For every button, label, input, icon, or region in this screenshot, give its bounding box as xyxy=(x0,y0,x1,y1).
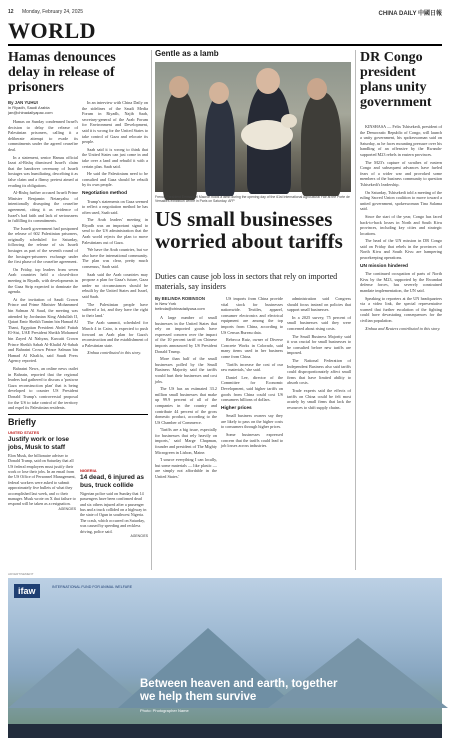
photo-caption: French President Emmanuel Macron holds a lamb during the opening day of the 61st International Agricultural Fair at the Porte de Versailles exhibition centre in Paris on Saturday. AFP xyxy=(155,195,350,204)
publication-brand: CHINA DAILY 中國日報 xyxy=(378,11,442,17)
main-paragraph: A large number of small businesses in the United States that rely on imported goods have expressed concern over the impact of the 10 percent tariff on Chinese imports announced by US President Donald Trump. xyxy=(155,315,217,354)
main-paragraph: 'Tariffs are a big issue, especially for businesses that rely heavily on imports,' said Marge Chapman, founder and president of The Mighty Microgreen in Lisbon, Maine. xyxy=(155,427,217,455)
ad-footer-strip xyxy=(8,724,442,738)
hamas-headline[interactable]: Hamas denounces delay in release of prisoners xyxy=(8,50,116,95)
drc-paragraph: The continued occupation of parts of North Kivu by the M23, supported by the Rwandan defense forces, has severely constrained mandate implementation, the UN said. xyxy=(360,271,442,294)
drc-paragraph: The M23's capture of swathes of eastern Congo and subsequent advances have fueled fears of a wider war and provoked some members of the business community to question Tshisekedi's leadership. xyxy=(360,159,442,187)
brief-item[interactable] xyxy=(80,468,148,570)
brief-source: AGENCIES xyxy=(58,506,76,511)
drc-headline[interactable]: DR Congo president plans unity government xyxy=(360,50,432,110)
section-title: WORLD xyxy=(8,18,97,43)
hamas-paragraph: On Friday, top leaders from seven Arab countries held a closed-door meeting in Riyadh, with developments in the Gaza Strip expected to dominate the agenda. xyxy=(8,266,78,295)
hamas-paragraph: The Arab summit, scheduled for March 4 in Cairo, is expected to push forward an Arab plan for Gaza's reconstruction and the establishment of a Palestinian state. xyxy=(82,320,148,348)
brief-kicker: NIGERIA xyxy=(80,468,97,473)
photo-label: Gentle as a lamb xyxy=(155,49,219,58)
hamas-byline-name: By JAN YUHUI xyxy=(8,100,38,105)
drc-paragraph: KINSHASA — Felix Tshisekedi, president of the Democratic Republic of Congo, will launch a unity government, his spokeswoman said on Saturday, as he faces mounting pressure over his handling of an offensive by the Rwanda-supported M23 rebels in eastern provinces. xyxy=(360,124,442,157)
main-paragraph: More than half of the small businesses polled by the Small Business Majority said the tariffs would hurt their businesses and cost jobs. xyxy=(155,356,217,384)
main-paragraph: 'I source everything I can locally, but some materials — like plastic — are simply not affordable in the United States.' xyxy=(155,457,217,480)
main-col-3 xyxy=(287,296,351,568)
hamas-paragraph: The Israeli government had postponed the release of 602 Palestinian prisoners, originally scheduled for Saturday, following the release of six Israeli hostages as part of the seventh round of the hostages-prisoners exchange under the first phase of the ceasefire agreement. xyxy=(8,225,78,265)
hamas-paragraph: Hamas on Sunday condemned Israel's decision to delay the release of Palestinian prisoners, calling it a deliberate attempt to evade its commitments under the agreed ceasefire deal. xyxy=(8,119,78,152)
drc-subhead: UN mission hindered xyxy=(360,263,408,269)
hamas-paragraph: 'We have the Arab countries, but we also have the international community. The plan was clear, pretty much consensus,' Saab said. xyxy=(82,247,148,270)
ad-photo-credit: Photo: Photographer Name xyxy=(140,708,189,713)
main-paragraph: 'Tariffs increase the cost of our raw materials,' she said. xyxy=(221,361,283,373)
hamas-col-2 xyxy=(82,100,148,405)
main-paragraph: The Small Business Majority said it was crucial for small businesses to be consulted before new tariffs are imposed. xyxy=(287,333,351,356)
drc-column xyxy=(360,124,442,568)
drc-paragraph: The head of the UN mission in DR Congo said on Friday that rebels in the provinces of North Kivu and South Kivu are hampering peacekeeping operations. xyxy=(360,238,442,261)
main-byline xyxy=(155,296,217,311)
drc-credit: Xinhua and Reuters contributed to this story. xyxy=(365,325,441,331)
brief-text: Nigerian police said on Sunday that 14 passengers have been confirmed dead and six others injured after a passenger bus and a truck collided on a highway in the state of Ogun in southwest Nigeria. The crash, which occurred on Saturday, was caused by speeding and reckless driving, police said. xyxy=(80,490,147,534)
main-paragraph: Daniel Lee, director of the Committee for Economic Development, said higher tariffs on goods from China could cost US consumers billions of dollars. xyxy=(221,374,283,403)
main-byline-detail: in New York xyxy=(155,301,177,306)
main-headline[interactable]: US small businesses worried about tariffs xyxy=(155,207,343,253)
section-rule xyxy=(8,44,442,46)
hamas-subhead: Negotiation method xyxy=(82,190,128,196)
main-col-2 xyxy=(221,296,283,568)
main-paragraph: In a 2025 survey, 75 percent of small businesses said they were concerned about rising costs. xyxy=(287,314,351,331)
hamas-paragraph: The Arab leaders' meeting in Riyadh was an important signal to send to the US administration that the Arab world rejects the plan to move Palestinians out of Gaza. xyxy=(82,217,148,245)
main-byline-name: By BELINDA ROBINSON xyxy=(155,296,205,301)
person-head xyxy=(307,78,327,100)
hamas-paragraph: In an interview with China Daily on the sidelines of the Saudi Media Forum in Riyadh, Najib Saab, secretary-general of the Arab Forum for Environment and Development, said it is wrong for the United States to take control of Gaza and relocate its people. xyxy=(82,100,148,145)
issue-date: Monday, February 24, 2025 xyxy=(22,9,84,15)
advertisement[interactable] xyxy=(8,578,442,738)
column-divider xyxy=(151,50,152,570)
main-paragraph: The National Federation of Independent Business also said tariffs could disproportionately affect small firms that have limited ability to absorb costs. xyxy=(287,357,351,386)
main-paragraph: Trade experts said the effects of tariffs on China could be felt most acutely by small firms that lack the resources to shift supply chains. xyxy=(287,387,351,410)
brief-headline[interactable]: Justify work or lose jobs, Musk to staff xyxy=(8,436,70,451)
hamas-credit: Xinhua contributed to this story. xyxy=(87,350,142,356)
president-head xyxy=(256,68,280,94)
main-byline-email[interactable]: belinda@chinadailyusa.com xyxy=(155,306,205,311)
hamas-byline xyxy=(8,100,78,115)
person-head xyxy=(209,82,229,104)
hamas-paragraph: Bahraini News, an online news outlet in Bahrain, reported that the regional leaders had gathered to discuss a 'postwar Gaza reconstruction plan' that is being developed to counter US President Donald Trump's controversial proposal for the US to take control of the territory and expel its Palestinian residents. xyxy=(8,365,78,411)
hamas-paragraph: At the invitation of Saudi Crown Prince and Prime Minister Mohammed bin Salman Al Saud, the meeting was attended by Jordanian King Abdullah II, Qatari Emir Sheikh Tamim bin Hamad Al Thani, Egyptian President Abdel Fattah El-Sisi, UAE President Sheikh Mohamed bin Zayed Al Nahyan, Kuwaiti Crown Prince Sheikh Sabah Al-Khalid Al-Sabah and Bahraini Crown Prince Salman bin Hamad Al Khalifa, said Saudi Press Agency reported. xyxy=(8,296,78,364)
ad-label: ADVERTISEMENT xyxy=(8,572,34,576)
feature-photo[interactable] xyxy=(155,62,351,192)
person-head xyxy=(169,76,189,98)
main-subhead: Higher prices xyxy=(221,405,252,411)
brief-headline[interactable]: 14 dead, 6 injured as bus, truck collide xyxy=(80,474,144,489)
main-paragraph: administration said Congress should focus instead on policies that support small businesses. xyxy=(287,296,351,313)
main-paragraph: US imports from China provide vital stock for businesses nationwide. Textiles, apparel, consumer electronics and electrical equipment are among the top imports from China, according to US Census Bureau data. xyxy=(221,296,283,335)
page-header xyxy=(8,6,442,18)
main-paragraph: Rebecca Ruiz, owner of Diverse Concrete Works in Colorado, said many items used in her business come from China. xyxy=(221,337,283,359)
person-figure xyxy=(301,92,341,196)
hamas-paragraph: He said the Palestinians need to be consulted and Gaza should be rebuilt by its own people. xyxy=(82,171,148,188)
drc-paragraph: Speaking to reporters at the UN headquarters via a video link, the special representative warned that further escalation of the fighting could have devastating consequences for the civilian population. xyxy=(360,295,442,323)
ad-logo-subtitle: INTERNATIONAL FUND FOR ANIMAL WELFARE xyxy=(52,585,133,589)
person-figure xyxy=(163,90,197,200)
briefly-section xyxy=(8,414,148,427)
hamas-col-1 xyxy=(8,100,78,411)
hamas-paragraph: Al-Rishq further accused Israeli Prime Minister Benjamin Netanyahu of intentionally disrupting the ceasefire agreement, citing it as evidence of Israel's bad faith and lack of seriousness in fulfilling its commitments. xyxy=(8,190,78,224)
main-deck: Duties can cause job loss in sectors that rely on imported materials, say insiders xyxy=(155,272,338,291)
main-paragraph: Some businesses expressed concern that the tariffs could lead to job losses across industries. xyxy=(221,432,283,449)
hamas-paragraph: Saab said the Arab countries may propose a plan for Gaza's future, Gaza under no circumstances should be rebuilt by the United States and Israel, said Saab. xyxy=(82,271,148,299)
hamas-paragraph: 'The Palestinian people have suffered a lot, and they have the right to their land.' xyxy=(82,301,148,318)
brief-kicker: UNITED STATES xyxy=(8,430,40,435)
briefly-title: Briefly xyxy=(8,414,148,427)
main-col-1 xyxy=(155,296,217,568)
drc-paragraph: Since the start of the year, Congo has faced back-to-back losses in North and South Kivu provinces, including key cities and strategic locations. xyxy=(360,213,442,236)
brief-source: AGENCIES xyxy=(130,534,148,539)
hamas-paragraph: Saab said it is wrong to think that the United States can just come in and take over a land and rebuild it with a certain plan. Saab said. xyxy=(82,146,148,169)
column-divider xyxy=(355,50,356,570)
hamas-paragraph: In a statement, senior Hamas official Izzat al-Rishq dismissed Israel's claim that the handover ceremony of Israeli hostages was humiliating, describing it as false claim and a flimsy pretext aimed at evading its obligations. xyxy=(8,154,78,188)
hamas-byline-email[interactable]: jan@chinadailyapac.com xyxy=(8,110,53,115)
person-figure xyxy=(205,96,235,196)
main-paragraph: Small business owners say they are likely to pass on the higher costs to consumers through higher prices. xyxy=(221,413,283,430)
hamas-paragraph: Trump's statements on Gaza seemed to reflect a negotiation method he has often used, Saab said. xyxy=(82,198,148,215)
ad-tagline: Between heaven and earth, together we help them survive xyxy=(140,678,338,703)
page-number: 12 xyxy=(8,9,14,15)
hamas-byline-detail: in Riyadh, Saudi Arabia xyxy=(8,105,50,110)
drc-paragraph: On Saturday, Tshisekedi told a meeting of the ruling Sacred Union coalition to move toward a united government, spokeswoman Tina Salama said. xyxy=(360,189,442,212)
ad-logo[interactable]: ifaw xyxy=(14,584,40,598)
main-paragraph: The US has an estimated 33.2 million small businesses that make up 99.9 percent of all of the companies in the country and contribute 44 percent of the gross domestic product, according to the US Chamber of Commerce. xyxy=(155,386,217,425)
brief-text: Elon Musk, the billionaire adviser to Donald Trump, said on Saturday that all US federal employees must justify their work or lose their jobs. In an email from the US Office of Personnel Management, federal workers were asked to submit approximately five bullets of what they accomplished last week, and cc their manager. Musk wrote on X that failure to respond will be taken as a resignation. xyxy=(8,452,76,507)
lamb-head xyxy=(281,114,297,128)
brief-item[interactable] xyxy=(8,430,76,570)
